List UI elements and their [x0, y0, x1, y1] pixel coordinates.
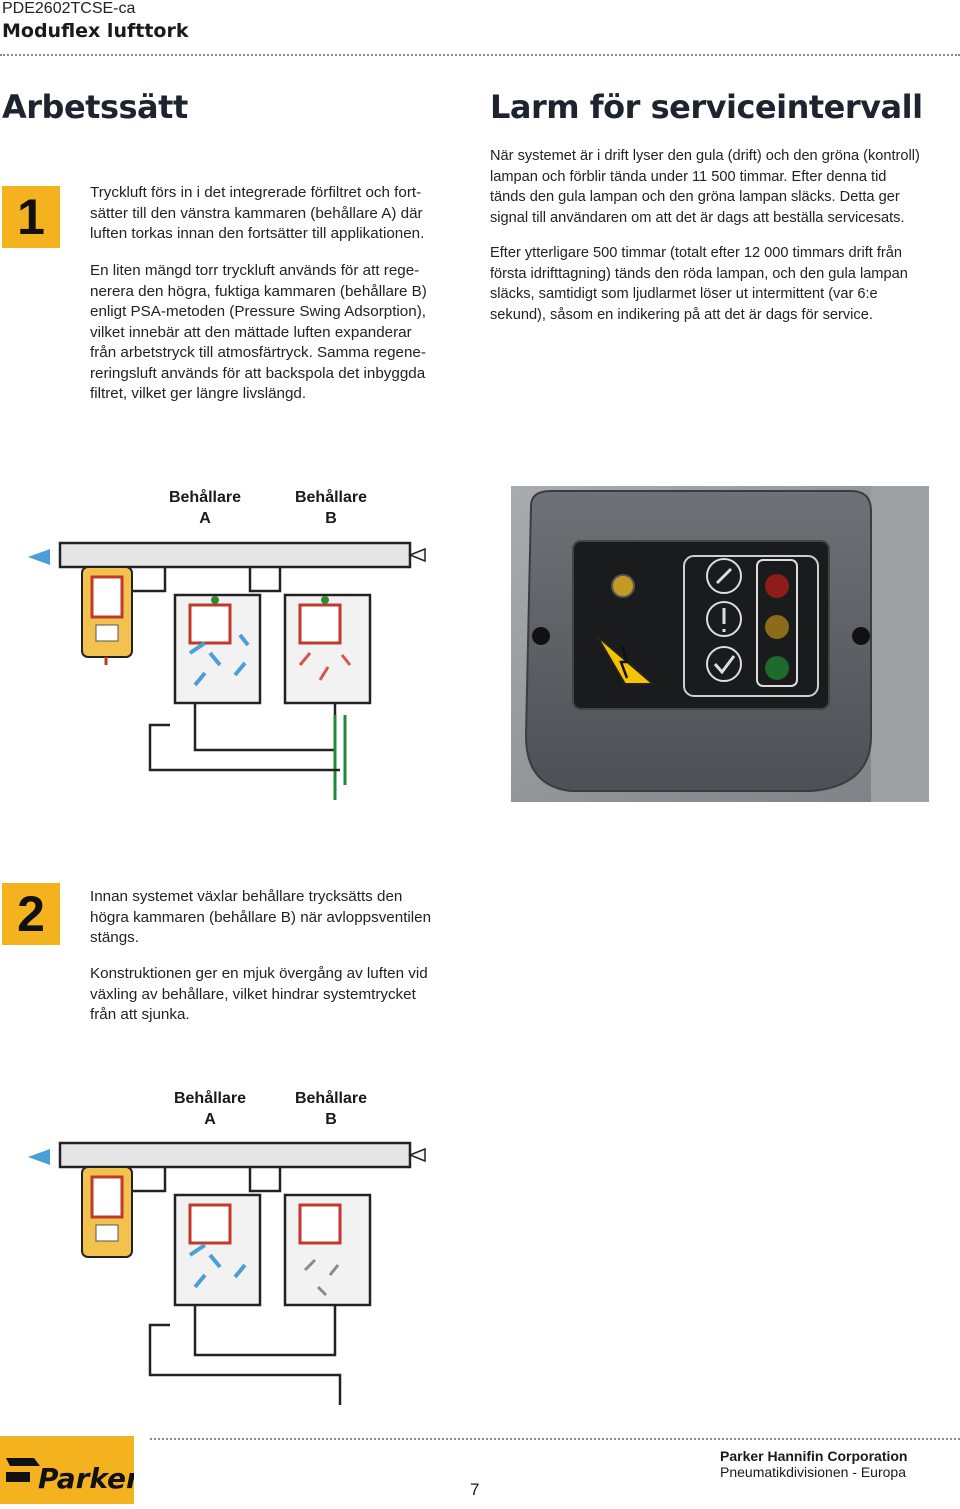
step-2-text: [90, 887, 470, 949]
text-line: Konstruktionen ger en mjuk övergång av luften vid: [90, 965, 428, 982]
text-line: stängs.: [90, 929, 139, 946]
svg-text:Parker: Parker: [38, 1462, 134, 1495]
parker-logo: [0, 1436, 134, 1504]
text-line: Tryckluft förs in i det integrerade förfiltret och fort-: [90, 184, 422, 201]
text-line: sekund), såsom en indikering på att det är dags för service.: [490, 306, 873, 323]
text-line: vilket innebär att den mättade luften expanderar: [90, 323, 412, 341]
text-line: sätter till den vänstra kammaren (behållare A) där: [90, 204, 423, 222]
text-line: reringsluft används för att backspola det inbyggda: [90, 364, 426, 382]
diagram-2-label-a: [165, 1088, 255, 1130]
section-heading-arbetssatt: Arbetssätt: [2, 88, 188, 126]
text-line: Efter ytterligare 500 timmar (totalt efter 12 000 timmars drift från: [490, 245, 903, 261]
label-line: Behållare: [294, 489, 368, 506]
text-line: En liten mängd torr tryckluft används för att rege-: [90, 262, 420, 279]
text-line: växling av behållare, vilket hindrar systemtrycket: [90, 985, 416, 1003]
step-1-number: 1: [17, 189, 45, 245]
label-line: Behållare: [173, 1090, 247, 1107]
service-alarm-panel-photo: [511, 486, 929, 802]
label-line: A: [199, 510, 211, 527]
label-line: Behållare: [168, 489, 242, 506]
text-line: filtret, vilket ger längre livslängd.: [90, 385, 307, 402]
text-line: tänds den gula lampan och den gröna lampan släcks. Detta ger: [490, 189, 900, 205]
alarm-paragraph-2: [490, 243, 955, 325]
diagram-2-label-b: [286, 1088, 376, 1130]
diagram-1-label-a: [160, 487, 250, 529]
text-line: lampan och förblir tända under 11 500 timmar. Efter denna tid: [490, 168, 887, 185]
text-line: släcks, samtidigt som ljudlarmet löser ut intermittent (var 6:e: [490, 286, 878, 302]
step-2-badge: [2, 883, 60, 945]
text-line: högra kammaren (behållare B) när avloppsventilen: [90, 908, 432, 926]
company-name: Parker Hannifin Corporation: [720, 1448, 908, 1464]
dryer-diagram-1: [20, 535, 440, 805]
document-title: Moduflex lufttork: [2, 20, 189, 42]
label-line: B: [325, 1111, 337, 1128]
division-name: Pneumatikdivisionen - Europa: [720, 1464, 906, 1480]
text-line: från arbetstryck till atmosfärtryck. Samma regene-: [90, 344, 426, 361]
text-line: signal till användaren om att det är dags att beställa servicesats.: [490, 209, 905, 226]
label-line: A: [204, 1111, 216, 1128]
page-number: 7: [470, 1480, 480, 1499]
step-2-number: 2: [17, 886, 45, 942]
transition-paragraph: [90, 964, 470, 1026]
document-code: PDE2602TCSE-ca: [2, 0, 136, 17]
dryer-diagram-2: [20, 1135, 440, 1410]
diagram-1-label-b: [286, 487, 376, 529]
step-1-badge: [2, 186, 60, 248]
text-line: Innan systemet växlar behållare trycksätts den: [90, 888, 403, 905]
alarm-paragraph-1: [490, 146, 955, 228]
label-line: B: [325, 510, 337, 527]
text-line: första idrifttagning) tänds den röda lampan, och den gula lampan: [490, 265, 908, 282]
text-line: När systemet är i drift lyser den gula (drift) och den gröna (kontroll): [490, 148, 920, 164]
label-line: Behållare: [294, 1090, 368, 1107]
text-line: luften torkas innan den fortsätter till applikationen.: [90, 225, 425, 242]
section-heading-larm: Larm för serviceintervall: [490, 88, 923, 126]
header-divider: [0, 54, 960, 56]
text-line: från att sjunka.: [90, 1006, 190, 1023]
text-line: nerera den högra, fuktiga kammaren (behållare B): [90, 282, 427, 300]
footer-divider: [150, 1438, 960, 1440]
text-line: enligt PSA-metoden (Pressure Swing Adsorption),: [90, 303, 426, 320]
step-1-text: [90, 183, 470, 245]
psa-paragraph: [90, 261, 470, 405]
